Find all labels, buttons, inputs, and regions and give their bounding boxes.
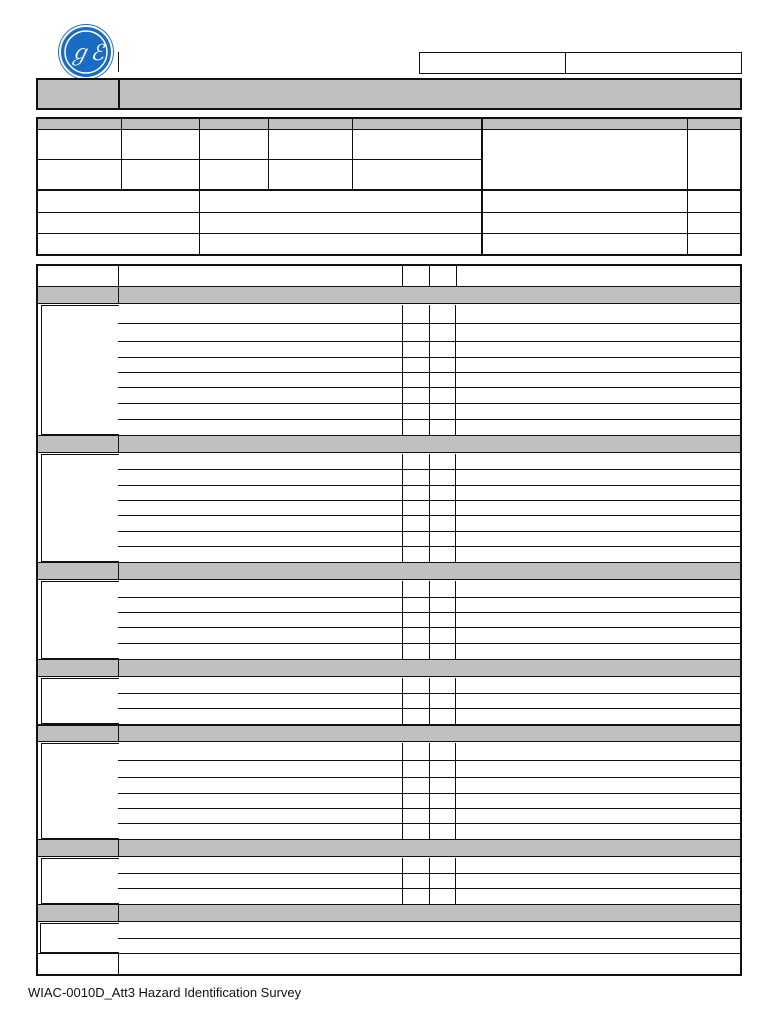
section-header-7	[38, 904, 740, 922]
no-col	[429, 581, 430, 659]
row-line	[118, 357, 740, 358]
section-label-cell-3	[41, 581, 119, 659]
comment-col	[455, 743, 456, 839]
info-col-line	[268, 119, 269, 189]
row-line	[118, 873, 740, 874]
yes-col	[402, 678, 403, 724]
section-header-divider	[118, 724, 119, 742]
row-line	[118, 823, 740, 824]
no-col	[429, 305, 430, 435]
col-line-comments	[456, 264, 457, 286]
info-col-line	[481, 119, 483, 255]
section-header-6	[38, 839, 740, 857]
row-line	[118, 531, 740, 532]
col-line-no	[429, 264, 430, 286]
section-label-cell-5	[41, 743, 119, 839]
section-header-divider	[118, 562, 119, 580]
col-line-yes	[402, 264, 403, 286]
ge-monogram-icon	[61, 27, 111, 77]
row-line	[118, 777, 740, 778]
row-line	[118, 888, 740, 889]
section-label-cell-2	[41, 454, 119, 562]
section-label-cell-6	[41, 858, 119, 904]
yes-col	[402, 581, 403, 659]
no-col	[429, 858, 430, 904]
row-line	[118, 341, 740, 342]
info-col-line	[121, 119, 122, 189]
no-col	[429, 678, 430, 724]
row-line	[118, 500, 740, 501]
checklist-table	[36, 264, 742, 976]
row-line	[118, 643, 740, 644]
row-line	[118, 323, 740, 324]
section-header-2	[38, 435, 740, 453]
row-line	[118, 485, 740, 486]
section-header-4	[38, 659, 740, 677]
yes-col	[402, 305, 403, 435]
row-line	[118, 693, 740, 694]
doc-field-2[interactable]	[565, 52, 742, 74]
section-header-divider	[118, 659, 119, 677]
svg-text:ℊℰ: ℊℰ	[68, 41, 104, 66]
info-col-line	[687, 119, 688, 255]
header-divider	[118, 52, 119, 72]
section-label-cell-4	[41, 678, 119, 724]
section-header-divider	[118, 904, 119, 922]
section-label-cell-1	[41, 305, 119, 435]
section-header-5	[38, 724, 740, 742]
row-line	[118, 469, 740, 470]
section-header-divider	[118, 435, 119, 453]
row-line	[118, 387, 740, 388]
section-header-divider	[118, 286, 119, 304]
row-line	[118, 403, 740, 404]
section-header-divider	[118, 839, 119, 857]
section-header-3	[38, 562, 740, 580]
row-line	[118, 419, 740, 420]
info-col-line	[352, 119, 353, 189]
info-row-line	[38, 212, 740, 213]
row-line	[118, 612, 740, 613]
row-line	[118, 515, 740, 516]
section-label-cell-7	[40, 923, 119, 953]
info-row-line	[38, 189, 740, 191]
yes-col	[402, 858, 403, 904]
row-line	[38, 953, 740, 954]
row-line	[118, 597, 740, 598]
title-banner	[36, 78, 742, 110]
col-line-label	[118, 264, 119, 286]
row-line	[118, 546, 740, 547]
comment-col	[455, 581, 456, 659]
info-row-line	[38, 233, 740, 234]
comment-col	[455, 678, 456, 724]
section-header-1	[38, 286, 740, 304]
no-col	[429, 743, 430, 839]
row-line	[118, 793, 740, 794]
row-line	[118, 708, 740, 709]
comment-col	[455, 858, 456, 904]
doc-field-1[interactable]	[419, 52, 566, 74]
info-header-row	[38, 119, 740, 130]
ge-logo	[59, 25, 113, 79]
title-banner-divider	[118, 78, 120, 110]
final-row-divider	[118, 953, 119, 974]
row-line	[118, 372, 740, 373]
comment-col	[455, 305, 456, 435]
info-col-line	[199, 119, 200, 255]
info-block	[36, 117, 742, 256]
row-line	[118, 760, 740, 761]
yes-col	[402, 743, 403, 839]
info-row-line	[38, 159, 482, 160]
row-line	[118, 808, 740, 809]
row-line	[118, 627, 740, 628]
row-line	[118, 938, 740, 939]
footer-doc-id: WIAC-0010D_Att3 Hazard Identification Survey	[28, 985, 302, 1000]
